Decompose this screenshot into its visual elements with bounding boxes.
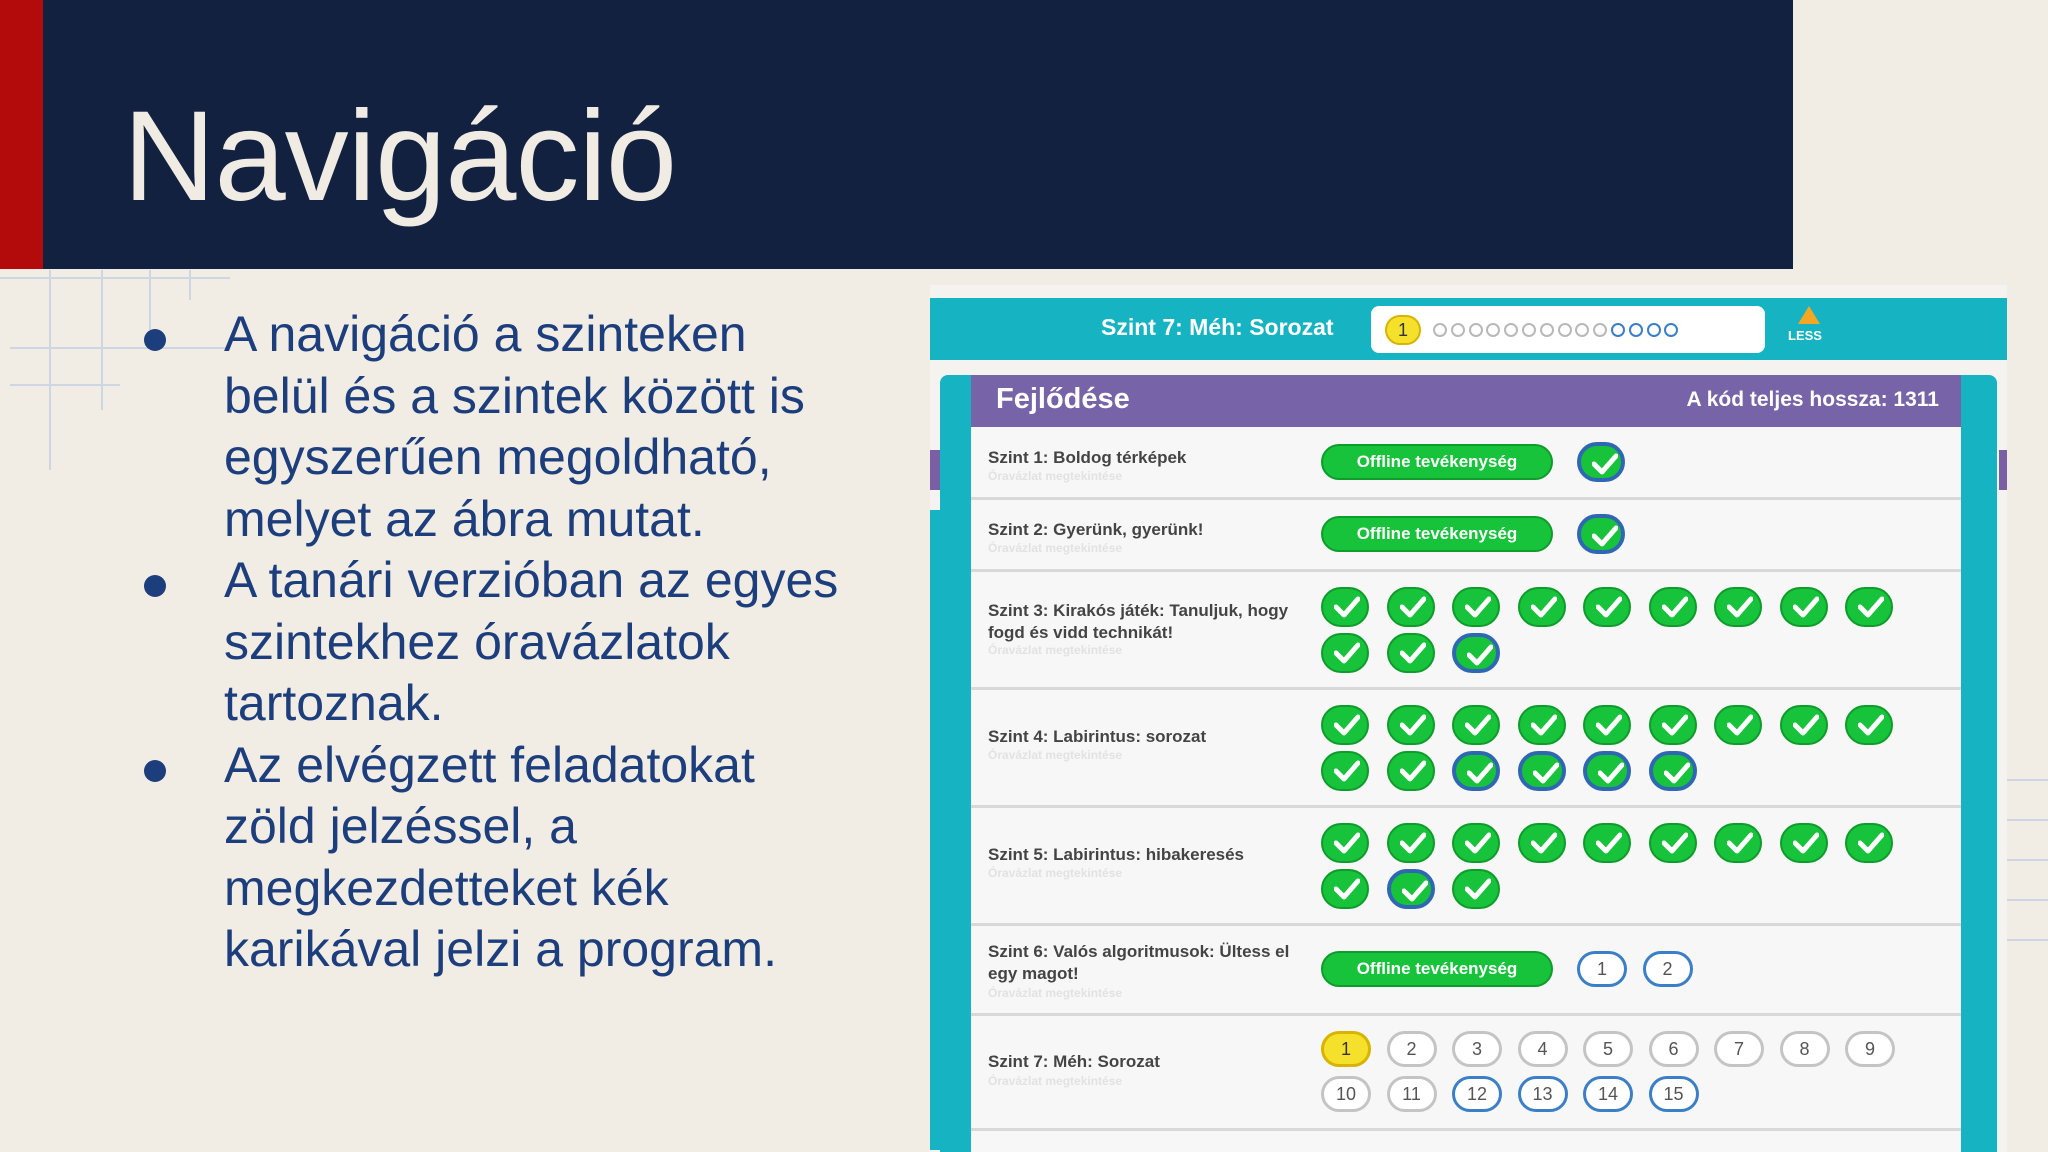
step-bubble[interactable]: 12 bbox=[1452, 1076, 1502, 1112]
completed-check-icon[interactable] bbox=[1321, 633, 1369, 673]
current-step-badge[interactable]: 1 bbox=[1385, 315, 1421, 345]
lesson-plan-link[interactable]: Óravázlat megtekintése bbox=[988, 643, 1123, 657]
level-header-bar bbox=[930, 298, 2007, 360]
level-row bbox=[971, 500, 1961, 572]
step-bubble[interactable]: 14 bbox=[1583, 1076, 1633, 1112]
completed-check-icon[interactable] bbox=[1583, 823, 1631, 863]
progress-dot[interactable] bbox=[1593, 323, 1607, 337]
completed-check-icon[interactable] bbox=[1780, 823, 1828, 863]
progress-dot[interactable] bbox=[1629, 323, 1643, 337]
step-bubble[interactable]: 8 bbox=[1780, 1031, 1830, 1067]
completed-check-icon[interactable] bbox=[1577, 514, 1625, 554]
completed-check-icon[interactable] bbox=[1649, 823, 1697, 863]
offline-activity-button[interactable]: Offline tevékenység bbox=[1321, 444, 1553, 480]
completed-check-icon[interactable] bbox=[1452, 751, 1500, 791]
bullet-text: Az elvégzett feladatokat zöld jelzéssel, a megkezdetteket kék karikával jelzi a program. bbox=[224, 736, 777, 977]
bullet-item bbox=[140, 735, 860, 981]
step-bubble[interactable]: 11 bbox=[1387, 1076, 1437, 1112]
completed-check-icon[interactable] bbox=[1714, 705, 1762, 745]
bullet-text: A navigáció a szinteken belül és a szintek között is egyszerűen megoldható, melyet az ábra mutat. bbox=[224, 306, 805, 547]
side-strip bbox=[1999, 450, 2007, 490]
bullet-dot bbox=[144, 760, 166, 782]
less-label: LESS bbox=[1788, 328, 1822, 343]
completed-check-icon[interactable] bbox=[1321, 705, 1369, 745]
progress-dot[interactable] bbox=[1451, 323, 1465, 337]
lesson-plan-link[interactable]: Óravázlat megtekintése bbox=[988, 1074, 1123, 1088]
level-label[interactable]: Szint 5: Labirintus: hibakeresés bbox=[988, 845, 1245, 864]
completed-check-icon[interactable] bbox=[1518, 823, 1566, 863]
completed-check-icon[interactable] bbox=[1321, 869, 1369, 909]
completed-check-icon[interactable] bbox=[1845, 587, 1893, 627]
step-bubble[interactable]: 2 bbox=[1387, 1031, 1437, 1067]
app-screenshot bbox=[930, 285, 2007, 1152]
lesson-plan-link[interactable]: Óravázlat megtekintése bbox=[988, 866, 1123, 880]
bullet-item bbox=[140, 550, 860, 735]
level-label[interactable]: Szint 7: Méh: Sorozat bbox=[988, 1052, 1160, 1071]
step-bubble[interactable]: 10 bbox=[1321, 1076, 1371, 1112]
progress-dot[interactable] bbox=[1433, 323, 1447, 337]
completed-check-icon[interactable] bbox=[1321, 751, 1369, 791]
step-bubble[interactable]: 2 bbox=[1643, 951, 1693, 987]
step-bubble[interactable]: 1 bbox=[1577, 951, 1627, 987]
step-bubble[interactable]: 5 bbox=[1583, 1031, 1633, 1067]
bullet-list bbox=[140, 304, 860, 981]
level-rows bbox=[971, 427, 1961, 1152]
level-label[interactable]: Szint 1: Boldog térképek bbox=[988, 448, 1187, 467]
level-row bbox=[971, 427, 1961, 500]
level-label[interactable]: Szint 2: Gyerünk, gyerünk! bbox=[988, 520, 1204, 539]
level-row bbox=[971, 1016, 1961, 1131]
level-row bbox=[971, 572, 1961, 690]
level-row bbox=[971, 690, 1961, 808]
progress-panel bbox=[940, 375, 1997, 1152]
completed-check-icon[interactable] bbox=[1452, 633, 1500, 673]
completed-check-icon[interactable] bbox=[1714, 587, 1762, 627]
progress-dot[interactable] bbox=[1469, 323, 1483, 337]
completed-check-icon[interactable] bbox=[1577, 442, 1625, 482]
completed-check-icon[interactable] bbox=[1452, 587, 1500, 627]
completed-check-icon[interactable] bbox=[1845, 823, 1893, 863]
step-bubble[interactable]: 4 bbox=[1518, 1031, 1568, 1067]
lesson-plan-link[interactable]: Óravázlat megtekintése bbox=[988, 469, 1123, 483]
completed-check-icon[interactable] bbox=[1518, 751, 1566, 791]
title-accent bbox=[0, 0, 43, 269]
completed-check-icon[interactable] bbox=[1387, 633, 1435, 673]
step-bubble[interactable]: 15 bbox=[1649, 1076, 1699, 1112]
completed-check-icon[interactable] bbox=[1649, 587, 1697, 627]
lesson-plan-link[interactable]: Óravázlat megtekintése bbox=[988, 541, 1123, 555]
slide-title: Navigáció bbox=[123, 85, 677, 228]
progress-dot[interactable] bbox=[1504, 323, 1518, 337]
progress-dot[interactable] bbox=[1558, 323, 1572, 337]
step-bubble[interactable]: 3 bbox=[1452, 1031, 1502, 1067]
completed-check-icon[interactable] bbox=[1387, 823, 1435, 863]
progress-dot[interactable] bbox=[1540, 323, 1554, 337]
bullet-dot bbox=[144, 575, 166, 597]
completed-check-icon[interactable] bbox=[1845, 705, 1893, 745]
completed-check-icon[interactable] bbox=[1387, 869, 1435, 909]
less-toggle[interactable] bbox=[1786, 306, 1834, 352]
completed-check-icon[interactable] bbox=[1321, 823, 1369, 863]
level-title: Szint 7: Méh: Sorozat bbox=[1101, 314, 1334, 340]
completed-check-icon[interactable] bbox=[1387, 587, 1435, 627]
completed-check-icon[interactable] bbox=[1780, 705, 1828, 745]
progress-dot[interactable] bbox=[1611, 323, 1625, 337]
step-bubble[interactable]: 1 bbox=[1321, 1031, 1371, 1067]
completed-check-icon[interactable] bbox=[1649, 751, 1697, 791]
step-bubble[interactable]: 13 bbox=[1518, 1076, 1568, 1112]
completed-check-icon[interactable] bbox=[1387, 705, 1435, 745]
lesson-plan-link[interactable]: Óravázlat megtekintése bbox=[988, 748, 1123, 762]
completed-check-icon[interactable] bbox=[1387, 751, 1435, 791]
level-label[interactable]: Szint 6: Valós algoritmusok: Ültess el egy magot! bbox=[988, 942, 1290, 983]
bullet-text: A tanári verzióban az egyes szintekhez óravázlatok tartoznak. bbox=[224, 552, 839, 731]
progress-panel-title: Fejlődése bbox=[996, 383, 1130, 415]
code-length-text: A kód teljes hossza: 1311 bbox=[1686, 388, 1939, 411]
completed-check-icon[interactable] bbox=[1321, 587, 1369, 627]
progress-panel-header bbox=[971, 375, 1961, 427]
completed-check-icon[interactable] bbox=[1452, 869, 1500, 909]
level-progress-bar bbox=[1371, 306, 1765, 353]
bullet-item bbox=[140, 304, 860, 550]
offline-activity-button[interactable]: Offline tevékenység bbox=[1321, 516, 1553, 552]
step-bubble[interactable]: 6 bbox=[1649, 1031, 1699, 1067]
warning-icon bbox=[1798, 306, 1820, 324]
completed-check-icon[interactable] bbox=[1714, 823, 1762, 863]
level-row bbox=[971, 808, 1961, 926]
step-bubble[interactable]: 9 bbox=[1845, 1031, 1895, 1067]
completed-check-icon[interactable] bbox=[1452, 823, 1500, 863]
completed-check-icon[interactable] bbox=[1780, 587, 1828, 627]
completed-check-icon[interactable] bbox=[1649, 705, 1697, 745]
completed-check-icon[interactable] bbox=[1583, 751, 1631, 791]
progress-dot[interactable] bbox=[1575, 323, 1589, 337]
level-label[interactable]: Szint 4: Labirintus: sorozat bbox=[988, 727, 1207, 746]
level-row bbox=[971, 926, 1961, 1016]
lesson-plan-link[interactable]: Óravázlat megtekintése bbox=[988, 986, 1123, 1000]
bullet-dot bbox=[144, 329, 166, 351]
title-bar bbox=[0, 0, 1793, 269]
progress-dot[interactable] bbox=[1522, 323, 1536, 337]
progress-dot[interactable] bbox=[1647, 323, 1661, 337]
progress-dot[interactable] bbox=[1486, 323, 1500, 337]
progress-dot[interactable] bbox=[1664, 323, 1678, 337]
step-bubble[interactable]: 7 bbox=[1714, 1031, 1764, 1067]
completed-check-icon[interactable] bbox=[1583, 705, 1631, 745]
level-label[interactable]: Szint 3: Kirakós játék: Tanuljuk, hogy fogd és vidd technikát! bbox=[988, 601, 1289, 642]
completed-check-icon[interactable] bbox=[1452, 705, 1500, 745]
completed-check-icon[interactable] bbox=[1518, 587, 1566, 627]
completed-check-icon[interactable] bbox=[1518, 705, 1566, 745]
completed-check-icon[interactable] bbox=[1583, 587, 1631, 627]
offline-activity-button[interactable]: Offline tevékenység bbox=[1321, 951, 1553, 987]
